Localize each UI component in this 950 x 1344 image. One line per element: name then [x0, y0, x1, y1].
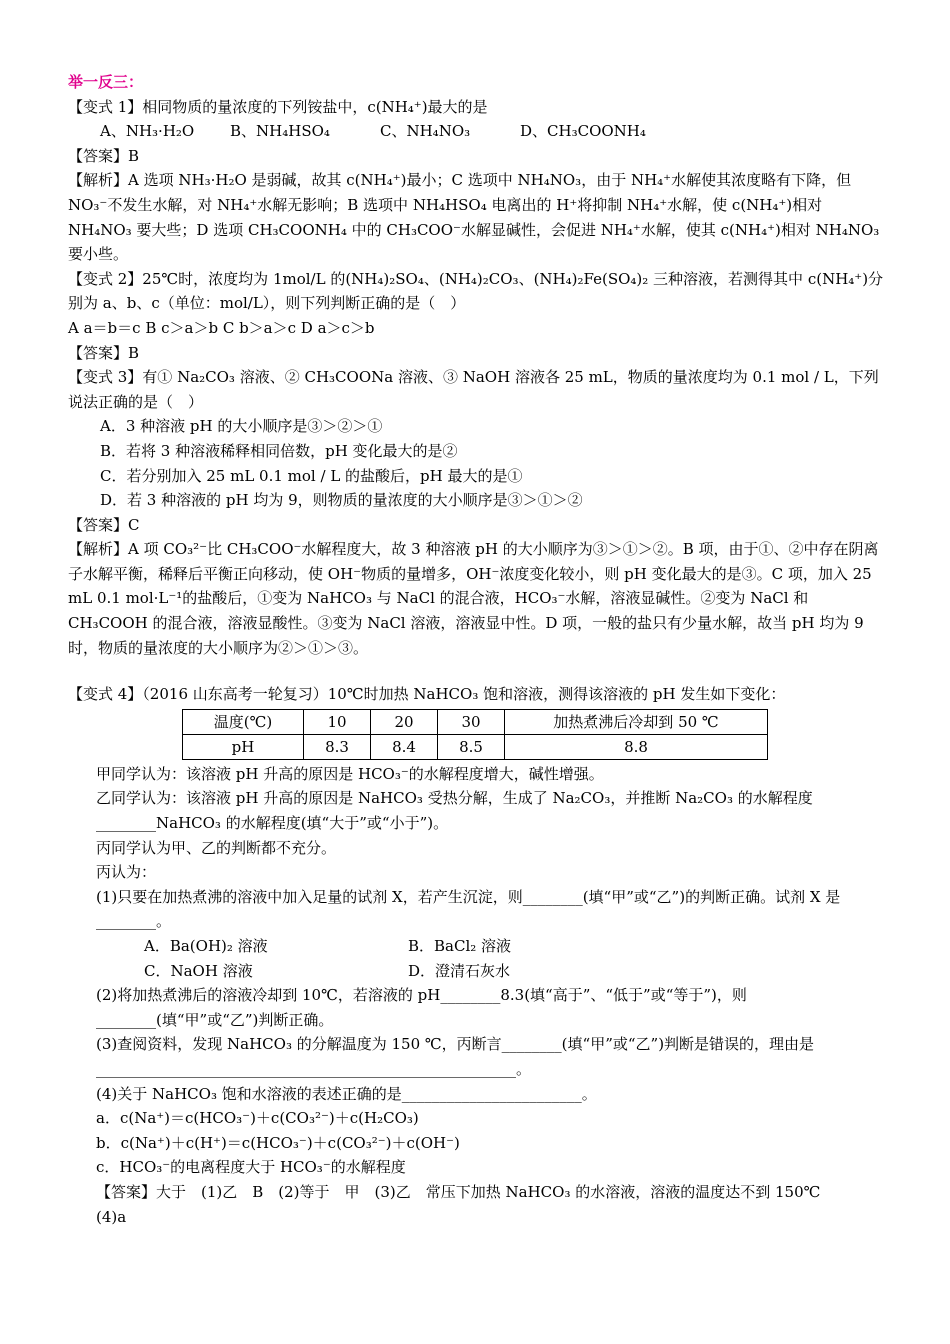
v3-option-a: A．3 种溶液 pH 的大小顺序是③＞②＞①: [100, 417, 383, 436]
v1-option-b: B、NH₄HSO₄: [230, 122, 330, 141]
table-cell: pH: [183, 734, 304, 759]
v1-option-c: C、NH₄NO₃: [380, 122, 471, 141]
section-heading: 举一反三：: [68, 73, 144, 91]
v3-option-c: C．若分别加入 25 mL 0.1 mol / L 的盐酸后，pH 最大的是①: [100, 466, 523, 485]
v2-options: A a＝b＝c B c＞a＞b C b＞a＞c D a＞c＞b: [68, 318, 375, 337]
table-row: [183, 734, 768, 759]
document-page: [68, 70, 884, 1229]
v4-yi: 乙同学认为：该溶液 pH 升高的原因是 NaHCO₃ 受热分解，生成了 Na₂CO₃，并推断 Na₂CO₃ 的水解程度________NaHCO₃ 的水解程度(填“大于”或“小于”)。: [96, 789, 813, 833]
v4-q1: (1)只要在加热煮沸的溶液中加入足量的试剂 X，若产生沉淀，则________(填“甲”或“乙”)的判断正确。试剂 X 是________。: [96, 887, 841, 931]
v4-q2: (2)将加热煮沸后的溶液冷却到 10℃，若溶液的 pH________8.3(填“高于”、“低于”或“等于”)，则________(填“甲”或“乙”)判断正确。: [96, 986, 747, 1029]
table-cell: 10: [304, 709, 371, 734]
v4-bing-2: 丙认为：: [96, 863, 157, 882]
table-row: [183, 709, 768, 734]
v4-q1-options-row2: [68, 959, 884, 984]
v1-answer: 【答案】B: [68, 146, 140, 165]
v1-option-a: A、NH₃·H₂O: [100, 122, 195, 141]
ph-table: [182, 709, 768, 760]
table-cell: 20: [371, 709, 438, 734]
v4-q1-options-row1: [68, 934, 884, 959]
v4-question: 【变式 4】（2016 山东高考一轮复习）10℃时加热 NaHCO₃ 饱和溶液，测得该溶液的 pH 发生如下变化：: [68, 685, 786, 704]
v3-question: 【变式 3】有① Na₂CO₃ 溶液、② CH₃COONa 溶液、③ NaOH 溶液各 25 mL，物质的量浓度均为 0.1 mol / L，下列说法正确的是（ ）: [68, 368, 879, 411]
table-cell: 8.5: [438, 734, 505, 759]
v4-answer-2: (4)a: [96, 1207, 127, 1226]
table-cell: 30: [438, 709, 505, 734]
v4-answer-1: 【答案】大于 (1)乙 B (2)等于 甲 (3)乙 常压下加热 NaHCO₃ 的水溶液，溶液的温度达不到 150℃: [96, 1182, 821, 1201]
v4-q4-option-c: c．HCO₃⁻的电离程度大于 HCO₃⁻的水解程度: [96, 1158, 406, 1177]
v3-analysis: 【解析】A 项 CO₃²⁻比 CH₃COO⁻水解程度大，故 3 种溶液 pH 的大小顺序为③＞①＞②。B 项，由于①、②中存在阴离子水解平衡，稀释后平衡正向移动，使 OH⁻物质的量增多，OH⁻浓度变化较小，则 pH 变化最大的是③。C 项，加入 25 mL 0.1 mol·L⁻¹的盐酸后，①变为 NaHCO₃ 与 NaCl 的混合液，HCO₃⁻水解，溶液显碱性。②变为 NaCl 和 CH₃COOH 的混合液，溶液显酸性。③变为 NaCl 溶液，溶液显中性。D 项，一般的盐只有少量水解，故当 pH 均为 9 时，物质的量浓度的大小顺序为②＞①＞③。: [68, 540, 879, 657]
v4-q1-option-c: C．NaOH 溶液: [144, 961, 253, 980]
v4-bing-1: 丙同学认为甲、乙的判断都不充分。: [96, 838, 337, 857]
v2-answer: 【答案】B: [68, 343, 140, 362]
v4-jia: 甲同学认为：该溶液 pH 升高的原因是 HCO₃⁻的水解程度增大，碱性增强。: [96, 764, 604, 783]
v2-question: 【变式 2】25℃时，浓度均为 1mol/L 的(NH₄)₂SO₄、(NH₄)₂CO₃、(NH₄)₂Fe(SO₄)₂ 三种溶液，若测得其中 c(NH₄⁺)分别为 a、b、c（单位：mol/L），则下列判断正确的是（ ）: [68, 269, 884, 313]
v4-q3: (3)查阅资料，发现 NaHCO₃ 的分解温度为 150 ℃，丙断言________(填“甲”或“乙”)判断是错误的，理由是________________________________________________________。: [96, 1035, 815, 1078]
v1-option-d: D、CH₃COONH₄: [520, 122, 646, 141]
v1-analysis: 【解析】A 选项 NH₃·H₂O 是弱碱，故其 c(NH₄⁺)最小；C 选项中 NH₄NO₃，由于 NH₄⁺水解使其浓度略有下降，但 NO₃⁻不发生水解，对 NH₄⁺水解无影响；B 选项中 NH₄HSO₄ 电离出的 H⁺将抑制 NH₄⁺水解，使 c(NH₄⁺)相对 NH₄NO₃ 要大些；D 选项 CH₃COONH₄ 中的 CH₃COO⁻水解显碱性，会促进 NH₄⁺水解，使其 c(NH₄⁺)相对 NH₄NO₃ 要小些。: [68, 171, 880, 264]
v3-option-b: B．若将 3 种溶液稀释相同倍数，pH 变化最大的是②: [100, 441, 458, 460]
v4-q4-option-b: b．c(Na⁺)＋c(H⁺)＝c(HCO₃⁻)＋c(CO₃²⁻)＋c(OH⁻): [96, 1133, 460, 1152]
table-cell: 8.4: [371, 734, 438, 759]
table-cell: 8.3: [304, 734, 371, 759]
table-cell: 8.8: [505, 734, 768, 759]
v4-q1-option-d: D．澄清石灰水: [408, 961, 511, 980]
v4-q4: (4)关于 NaHCO₃ 饱和水溶液的表述正确的是________________________。: [96, 1084, 597, 1103]
v3-answer: 【答案】C: [68, 515, 140, 534]
v1-options: [68, 119, 884, 144]
table-cell: 温度(℃): [183, 709, 304, 734]
v1-question: 【变式 1】相同物质的量浓度的下列铵盐中，c(NH₄⁺)最大的是: [68, 97, 488, 116]
v3-option-d: D．若 3 种溶液的 pH 均为 9，则物质的量浓度的大小顺序是③＞①＞②: [100, 491, 583, 510]
table-cell: 加热煮沸后冷却到 50 ℃: [505, 709, 768, 734]
v4-q4-option-a: a．c(Na⁺)＝c(HCO₃⁻)＋c(CO₃²⁻)＋c(H₂CO₃): [96, 1109, 419, 1128]
v4-q1-option-a: A．Ba(OH)₂ 溶液: [144, 937, 268, 955]
v4-q1-option-b: B．BaCl₂ 溶液: [408, 937, 512, 955]
